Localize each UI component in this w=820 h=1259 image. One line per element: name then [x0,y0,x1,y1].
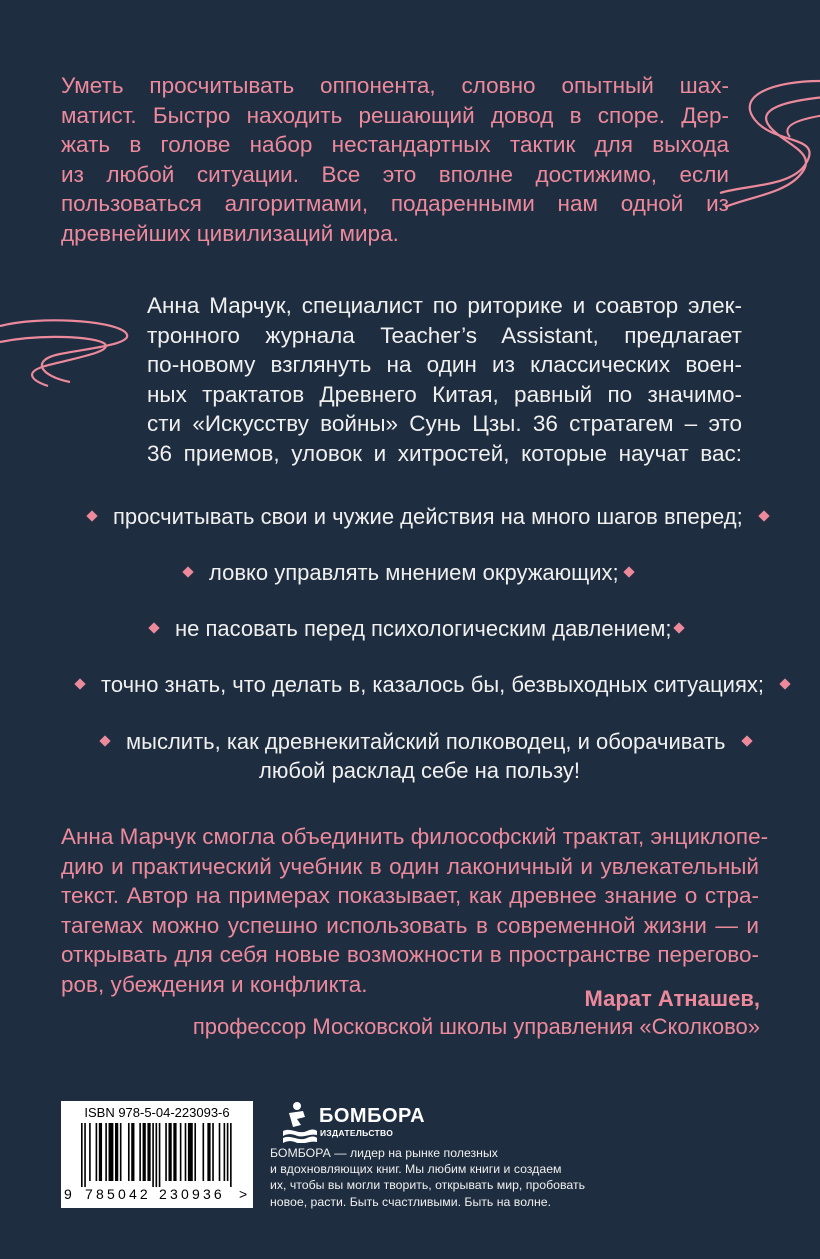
text-line: их, чтобы вы могли творить, открывать мир, пробовать [270,1178,585,1193]
list-item [101,728,751,756]
text-line: Анна Марчук, специалист по риторике и соавтор элек- [147,293,742,318]
text-line: 36 приемов, уловок и хитростей, которые научат вас: [147,440,742,466]
decorative-swirl-left [0,318,140,388]
barcode-arrow: > [239,1186,248,1202]
text-line: сти «Искусству войны» Сунь Цзы. 36 стратагем – это [147,411,742,437]
text-line: новое, расти. Быть счастливыми. Быть на волне. [270,1194,551,1209]
list-item-text: просчитывать свои и чужие действия на много шагов вперед; [113,504,743,529]
barcode-bars [67,1123,247,1187]
list-item-text: ловко управлять мнением окружающих; [209,560,619,585]
diamond-bullet-icon [779,679,790,690]
text-line: Анна Марчук смогла объединить философский трактат, энциклопе- [61,824,769,849]
list-item-text: любой расклад себе на пользу! [259,758,581,783]
decorative-swirl-top-right [715,75,820,215]
diamond-bullet-icon [182,567,193,578]
diamond-bullet-icon [99,736,110,747]
review-author-role: профессор Московской школы управления «Сколково» [192,1014,760,1039]
text-line: тронного журнала Teacher’s Assistant, предлагает [147,322,742,348]
text-line: по-новому взглянуть на один из классических воен- [147,352,742,378]
text-line: текст. Автор на примерах показывает, как древнее знание о стра- [61,883,759,909]
list-item-continuation [259,757,580,785]
publisher-logo-subtitle: ИЗДАТЕЛЬСТВО [320,1128,394,1138]
list-item-text: мыслить, как древнекитайский полководец, и оборачивать [126,729,726,754]
publisher-note [270,1145,600,1210]
barcode-group-right: 230936 [159,1186,225,1202]
text-line: жать в голове набор нестандартных тактик для выхода [61,132,729,158]
review-author-name: Марат Атнашев, [584,986,760,1011]
text-line: древнейших цивилизаций мира. [61,220,399,246]
text-line: из любой ситуации. Все это вполне достижимо, если [61,161,729,187]
text-line: и вдохновляющих книг. Мы любим книги и создаем [270,1162,562,1177]
text-line: пользоваться алгоритмами, подаренными нам одной из [61,191,729,217]
text-line: БОМБОРА — лидер на рынке полезных [270,1146,498,1160]
publisher-logo [283,1101,426,1143]
diamond-bullet-icon [74,679,85,690]
list-item [76,671,789,699]
text-line: тагемах можно успешно использовать в современной жизни — и [61,912,759,938]
publisher-logo-name: БОМБОРА [319,1105,426,1127]
text-line: матист. Быстро находить решающий довод в споре. Дер- [61,102,729,128]
diamond-bullet-icon [741,736,752,747]
text-line: ных трактатов Древнего Китая, равный по значимо- [147,381,742,407]
diamond-bullet-icon [758,511,769,522]
list-item [184,559,633,587]
diamond-bullet-icon [148,623,159,634]
review-paragraph [61,822,769,1000]
list-item [150,615,683,643]
list-item-text: точно знать, что делать в, казалось бы, безвыходных ситуациях; [101,672,764,697]
barcode-group-left: 785042 [85,1186,151,1202]
diamond-bullet-icon [674,623,685,634]
text-line: дию и практический учебник в один лаконичный и увлекательный [61,853,759,879]
text-line: Уметь просчитывать оппонента, словно опытный шах- [61,73,729,98]
list-item-text: не пасовать перед психологическим давлением; [175,616,672,641]
diamond-bullet-icon [86,511,97,522]
diamond-bullet-icon [623,567,634,578]
barcode-digit-first: 9 [64,1186,72,1202]
text-line: открывать для себя новые возможности в пространстве перегово- [61,942,759,968]
text-line: ров, убеждения и конфликта. [61,971,368,997]
about-paragraph [147,291,742,469]
isbn-label: ISBN 978-5-04-223093-6 [84,1105,230,1120]
wave-rider-logo-icon [283,1101,317,1143]
list-item [88,503,768,531]
intro-paragraph [61,71,729,249]
barcode [61,1101,253,1208]
